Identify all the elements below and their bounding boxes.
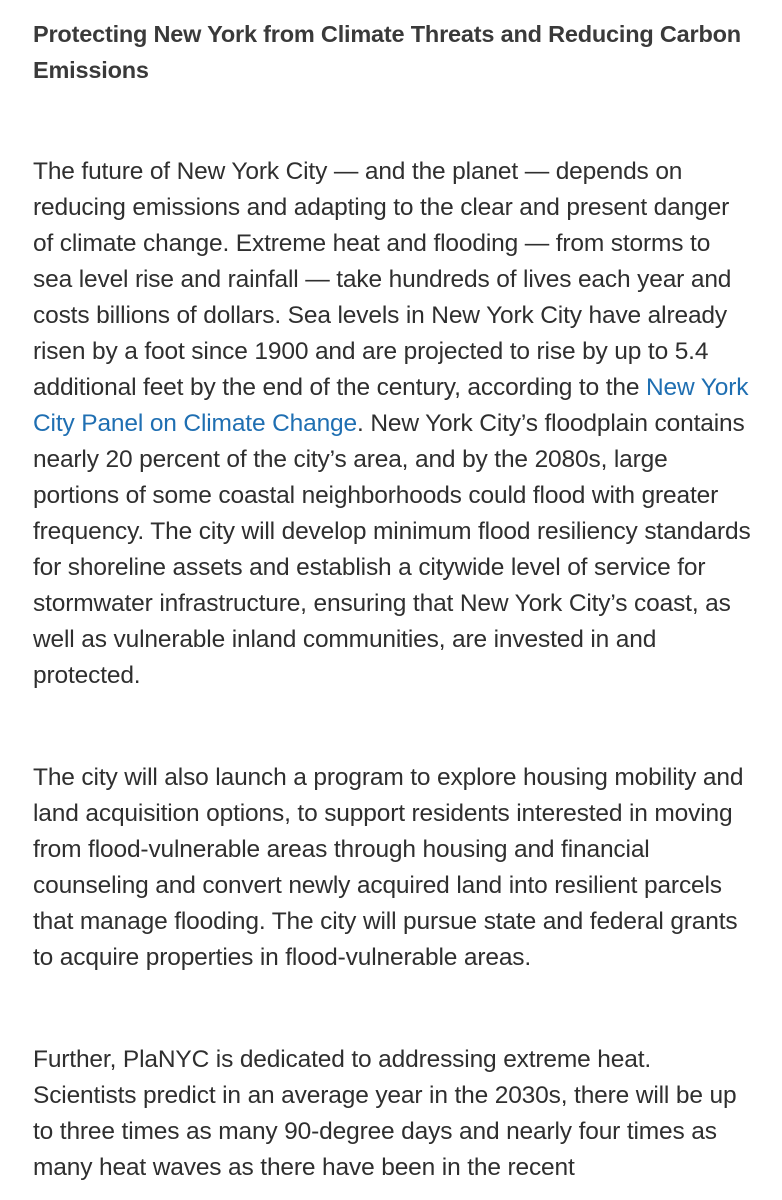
article-body xyxy=(33,16,751,1186)
paragraph-text: The future of New York City — and the planet — depends on reducing emissions and adapting to the clear and present danger of climate change. Extreme heat and flooding — from storms to sea level rise and rainfall — take hundreds of lives each year and costs billions of dollars. Sea levels in New York City have already risen by a foot since 1900 and are projected to rise by up to 5.4 additional feet by the end of the century, according to the xyxy=(33,158,732,401)
paragraph-climate-threats xyxy=(33,154,751,694)
paragraph-housing-mobility: The city will also launch a program to explore housing mobility and land acquisition options, to support residents interested in moving from flood-vulnerable areas through housing and financial counseling and convert newly acquired land into resilient parcels that manage flooding. The city will pursue state and federal grants to acquire properties in flood-vulnerable areas. xyxy=(33,764,744,971)
paragraph-extreme-heat: Further, PlaNYC is dedicated to addressing extreme heat. Scientists predict in an average year in the 2030s, there will be up to three times as many 90-degree days and nearly four times as many heat waves as there have been in the recent xyxy=(33,1046,737,1181)
npcc-link[interactable]: New York City Panel on Climate Change xyxy=(33,374,749,437)
section-heading: Protecting New York from Climate Threats and Reducing Carbon Emissions xyxy=(33,21,741,83)
paragraph-text: . New York City’s floodplain contains nearly 20 percent of the city’s area, and by the 2080s, large portions of some coastal neighborhoods could flood with greater frequency. The city will develop minimum flood resiliency standards for shoreline assets and establish a citywide level of service for stormwater infrastructure, ensuring that New York City’s coast, as well as vulnerable inland communities, are invested in and protected. xyxy=(33,410,751,689)
